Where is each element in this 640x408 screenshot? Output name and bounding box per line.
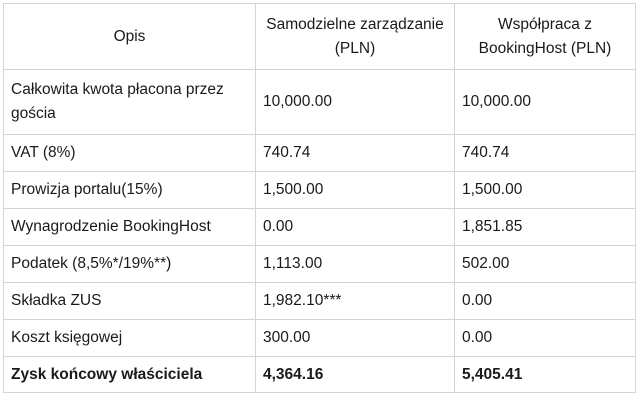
row-label: VAT (8%) <box>4 135 256 172</box>
comparison-table <box>3 3 636 393</box>
header-self-managed: Samodzielne zarządzanie (PLN) <box>256 4 455 70</box>
self-managed-total: 4,364.16 <box>256 357 455 393</box>
table-row <box>4 320 636 357</box>
bookinghost-value: 10,000.00 <box>455 70 636 135</box>
total-label: Zysk końcowy właściciela <box>4 357 256 393</box>
bookinghost-value: 502.00 <box>455 246 636 283</box>
self-managed-value: 1,982.10*** <box>256 283 455 320</box>
table-header-row <box>4 4 636 70</box>
self-managed-value: 10,000.00 <box>256 70 455 135</box>
row-label: Podatek (8,5%*/19%**) <box>4 246 256 283</box>
self-managed-value: 300.00 <box>256 320 455 357</box>
total-row <box>4 357 636 393</box>
row-label: Składka ZUS <box>4 283 256 320</box>
table-row <box>4 283 636 320</box>
row-label: Koszt księgowej <box>4 320 256 357</box>
bookinghost-value: 1,851.85 <box>455 209 636 246</box>
self-managed-value: 1,113.00 <box>256 246 455 283</box>
header-description: Opis <box>4 4 256 70</box>
row-label: Całkowita kwota płacona przez gościa <box>4 70 256 135</box>
self-managed-value: 740.74 <box>256 135 455 172</box>
row-label: Wynagrodzenie BookingHost <box>4 209 256 246</box>
row-label: Prowizja portalu(15%) <box>4 172 256 209</box>
self-managed-value: 1,500.00 <box>256 172 455 209</box>
table-row <box>4 135 636 172</box>
self-managed-value: 0.00 <box>256 209 455 246</box>
bookinghost-value: 1,500.00 <box>455 172 636 209</box>
table-row <box>4 172 636 209</box>
bookinghost-value: 0.00 <box>455 320 636 357</box>
table-row <box>4 246 636 283</box>
bookinghost-value: 0.00 <box>455 283 636 320</box>
bookinghost-total: 5,405.41 <box>455 357 636 393</box>
table-row <box>4 70 636 135</box>
header-bookinghost: Współpraca z BookingHost (PLN) <box>455 4 636 70</box>
bookinghost-value: 740.74 <box>455 135 636 172</box>
table-row <box>4 209 636 246</box>
